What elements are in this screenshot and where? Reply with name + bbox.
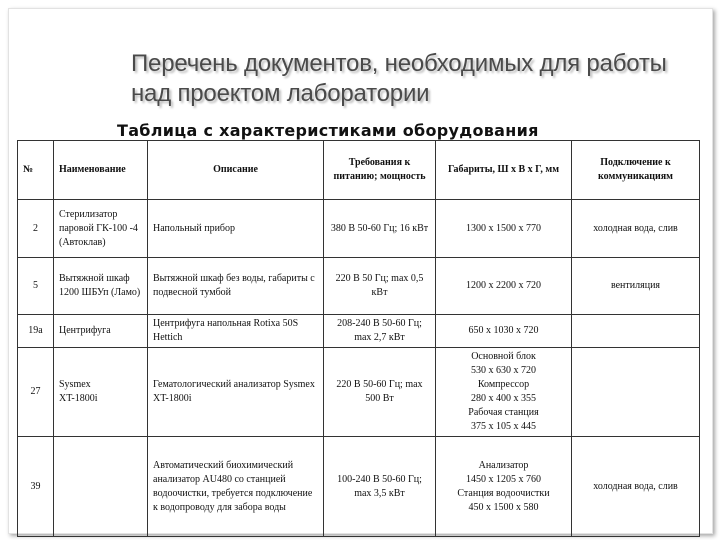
cell-description: Напольный прибор	[148, 200, 324, 258]
title-line-1: Перечень документов, необходимых для работы	[131, 50, 667, 77]
cell-dimensions: Основной блок 530 х 630 х 720 Компрессор 280 х 400 х 355 Рабочая станция 375 х 105 х 445	[436, 348, 572, 437]
cell-description: Вытяжной шкаф без воды, габариты с подвесной тумбой	[148, 258, 324, 315]
header-dimensions: Габариты, Ш х В х Г, мм	[436, 141, 572, 200]
cell-power: 220 В 50-60 Гц; max 500 Вт	[324, 348, 436, 437]
cell-dimensions: 1200 х 2200 х 720	[436, 258, 572, 315]
header-utilities: Подключение к коммуникациям	[572, 141, 700, 200]
cell-power: 208-240 В 50-60 Гц; max 2,7 кВт	[324, 315, 436, 348]
header-name: Наименование	[54, 141, 148, 200]
cell-dimensions: 1300 х 1500 х 770	[436, 200, 572, 258]
cell-description: Гематологический анализатор Sysmex XT-1800i	[148, 348, 324, 437]
cell-name: Стерилизатор паровой ГК-100 -4 (Автоклав)	[54, 200, 148, 258]
cell-name: Sysmex XT-1800i	[54, 348, 148, 437]
title-line-2: над проектом лаборатории	[131, 80, 430, 107]
cell-utilities: вентиляция	[572, 258, 700, 315]
cell-description: Автоматический биохимический анализатор AU480 со станцией водоочистки, требуется подключение к водопроводу для забора воды	[148, 437, 324, 537]
cell-num: 19а	[18, 315, 54, 348]
cell-utilities	[572, 315, 700, 348]
cell-power: 380 В 50-60 Гц; 16 кВт	[324, 200, 436, 258]
table-header-row	[18, 141, 700, 200]
header-description: Описание	[148, 141, 324, 200]
table-row	[18, 437, 700, 537]
header-power: Требования к питанию; мощность	[324, 141, 436, 200]
cell-num: 2	[18, 200, 54, 258]
slide-title	[131, 49, 691, 109]
header-num: №	[18, 141, 54, 200]
table-row	[18, 348, 700, 437]
table-row	[18, 200, 700, 258]
table-caption: Таблица с характеристиками оборудования	[117, 121, 539, 140]
cell-name: Центрифуга	[54, 315, 148, 348]
cell-power: 220 В 50 Гц; max 0,5 кВт	[324, 258, 436, 315]
cell-utilities: холодная вода, слив	[572, 200, 700, 258]
cell-num: 27	[18, 348, 54, 437]
table-row	[18, 258, 700, 315]
cell-dimensions: Анализатор 1450 х 1205 х 760 Станция водоочистки 450 х 1500 х 580	[436, 437, 572, 537]
cell-utilities: холодная вода, слив	[572, 437, 700, 537]
cell-description: Центрифуга напольная Rotixa 50S Hettich	[148, 315, 324, 348]
cell-power: 100-240 В 50-60 Гц; max 3,5 кВт	[324, 437, 436, 537]
cell-num: 5	[18, 258, 54, 315]
cell-name: Вытяжной шкаф 1200 ШБУп (Ламо)	[54, 258, 148, 315]
table-row	[18, 315, 700, 348]
cell-utilities	[572, 348, 700, 437]
cell-name	[54, 437, 148, 537]
equipment-table	[17, 140, 700, 537]
cell-dimensions: 650 x 1030 x 720	[436, 315, 572, 348]
cell-num: 39	[18, 437, 54, 537]
